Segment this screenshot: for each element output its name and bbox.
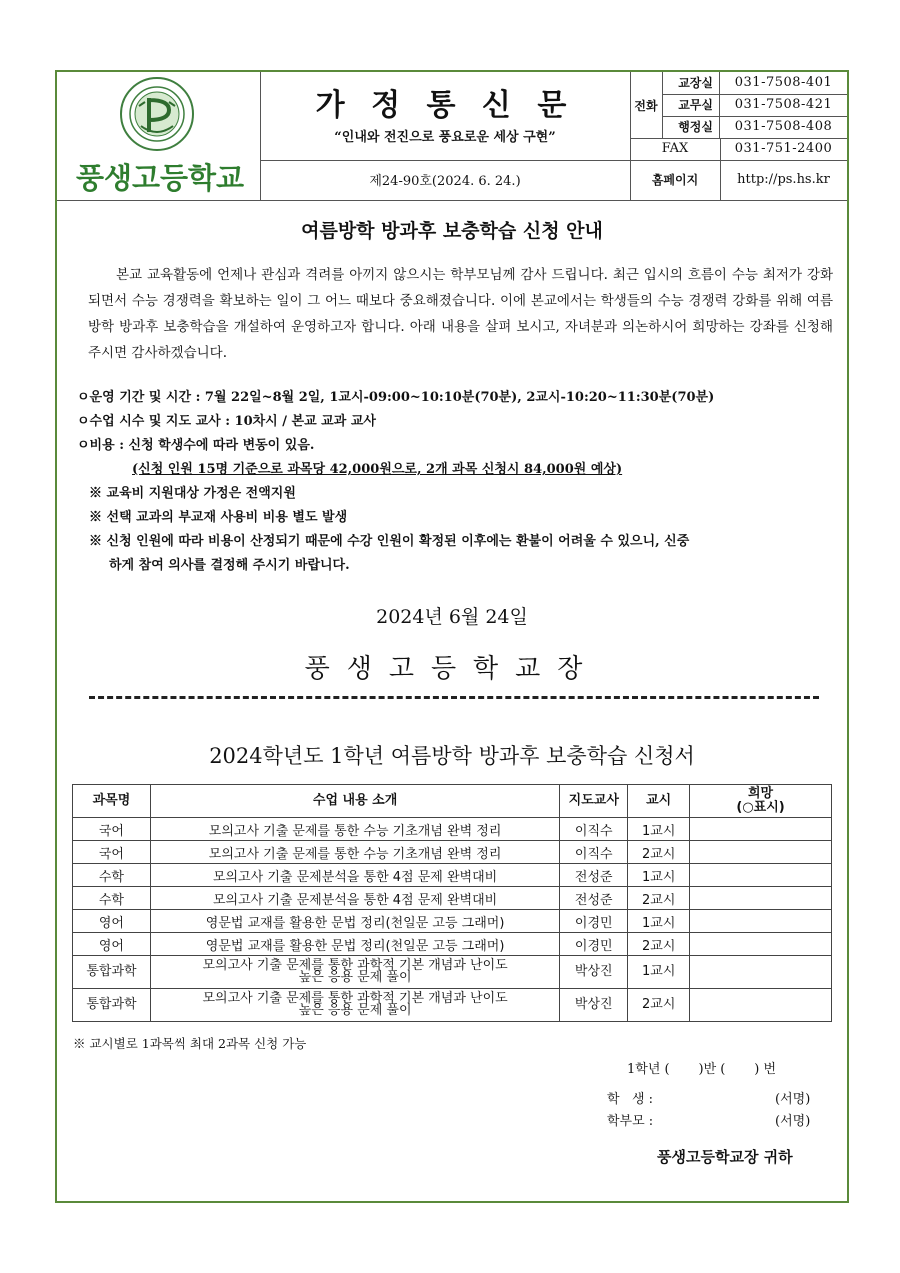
issue-number: 제24-90호(2024. 6. 24.) [369,174,521,189]
school-name-logo: 풍생고등학교 [75,161,245,195]
row-period: 2교시 [628,933,690,956]
homepage-label: 홈페이지 [630,160,721,200]
table-row [73,841,832,864]
row-teacher: 이직수 [560,841,628,864]
phone-label: 전화 [630,72,663,139]
row-wish-cell[interactable] [690,887,832,910]
table-header-row [73,785,832,818]
intro-paragraph: 본교 교육활동에 언제나 관심과 격려를 아끼지 않으시는 학부모님께 감사 드립니다. 최근 입시의 흐름이 수능 최저가 강화되면서 수능 경쟁력을 확보하는 일이 그 어느 때보다 중요해졌습니다. 이에 본교에서는 학생들의 수능 경쟁력 강화를 위해 여름방학 방과후 보충학습을 개설하여 운영하고자 합니다. 아래 내용을 살펴 보시고, 자녀분과 의논하시어 희망하는 강좌를 신청해 주시면 감사하겠습니다. [88,267,833,361]
col-wish [690,785,832,818]
document-frame [55,70,849,1203]
col-period: 교시 [628,785,690,818]
item-cost-detail: (신청 인원 15명 기준으로 과목당 42,000원으로, 2개 과목 신청시 84,000원 예상) [132,462,623,477]
letterhead [57,72,847,201]
row-subject: 수학 [73,887,151,910]
contact-table [630,72,847,200]
contact-value: 031-7508-421 [734,97,833,112]
form-footnote: ※ 교시별로 1과목씩 최대 2과목 신청 가능 [73,1036,307,1051]
table-row [73,933,832,956]
notice-date: 2024년 6월 24일 [376,606,528,628]
col-subject: 과목명 [73,785,151,818]
contact-row-academic [662,94,847,117]
contact-label: 교무실 [662,94,720,116]
note-material: ※ 선택 교과의 부교재 사용비 비용 별도 발생 [89,510,348,525]
note-refund: ※ 신청 인원에 따라 비용이 산정되기 때문에 수강 인원이 확정된 이후에는 환불이 어려울 수 있으니, 신중 [89,534,690,549]
contact-label: 교장실 [662,72,720,94]
item-hours: ㅇ수업 시수 및 지도 교사 : 10차시 / 본교 교과 교사 [77,414,376,429]
note-refund-cont: 하게 참여 의사를 결정해 주시기 바랍니다. [109,558,350,573]
row-content: 모의고사 기출 문제분석을 통한 4점 문제 완벽대비 [150,864,559,887]
row-teacher: 박상진 [560,989,628,1022]
contact-row-admin [662,116,847,139]
row-wish-cell[interactable] [690,864,832,887]
application-table [72,784,832,1022]
note-support: ※ 교육비 지원대상 가정은 전액지원 [89,486,296,501]
title-cell [260,72,631,161]
row-content-line1: 모의고사 기출 문제를 통한 과학적 기본 개념과 난이도 [202,958,508,973]
row-subject: 영어 [73,910,151,933]
table-row [73,989,832,1022]
contact-label: 행정실 [662,116,720,138]
student-sign[interactable]: (서명) [775,1092,811,1107]
fax-row [630,138,847,161]
student-label: 학 생 : [607,1092,654,1107]
principal-signature: 풍생고등학교장 [304,654,600,684]
form-title: 2024학년도 1학년 여름방학 방과후 보충학습 신청서 [209,744,695,768]
row-period: 1교시 [628,910,690,933]
row-content: 영문법 교재를 활용한 문법 정리(천일문 고등 그래머) [150,910,559,933]
homepage-link[interactable]: http://ps.hs.kr [737,172,830,187]
row-content: 모의고사 기출 문제를 통한 수능 기초개념 완벽 정리 [150,841,559,864]
row-subject: 국어 [73,841,151,864]
row-wish-cell[interactable] [690,989,832,1022]
school-motto: “인내와 전진으로 풍요로운 세상 구현” [334,130,556,145]
notice-items [77,386,847,578]
parent-label: 학부모 : [607,1114,654,1129]
row-content [150,989,559,1022]
table-row [73,887,832,910]
row-period: 2교시 [628,989,690,1022]
row-period: 2교시 [628,887,690,910]
item-cost: ㅇ비용 : 신청 학생수에 따라 변동이 있음. [77,438,315,453]
issue-cell [260,160,631,200]
row-teacher: 박상진 [560,956,628,989]
table-row [73,910,832,933]
row-teacher: 이경민 [560,910,628,933]
row-subject: 수학 [73,864,151,887]
row-content: 모의고사 기출 문제를 통한 수능 기초개념 완벽 정리 [150,818,559,841]
row-subject: 통합과학 [73,989,151,1022]
row-teacher: 이직수 [560,818,628,841]
row-period: 2교시 [628,841,690,864]
closing-address: 풍생고등학교장 귀하 [657,1148,793,1166]
row-content-line2: 높은 응용 문제 풀이 [298,1003,412,1018]
row-content [150,956,559,989]
row-subject: 영어 [73,933,151,956]
row-content: 모의고사 기출 문제분석을 통한 4점 문제 완벽대비 [150,887,559,910]
newsletter-title: 가 정 통 신 문 [315,88,575,123]
notice-title: 여름방학 방과후 보충학습 신청 안내 [301,220,603,242]
table-row [73,956,832,989]
row-wish-cell[interactable] [690,956,832,989]
fax-value: 031-751-2400 [734,141,833,156]
row-period: 1교시 [628,864,690,887]
row-period: 1교시 [628,818,690,841]
row-teacher: 전성준 [560,887,628,910]
homepage-row [630,160,847,200]
contact-row-principal [662,72,847,95]
parent-sign[interactable]: (서명) [775,1114,811,1129]
col-wish-line1: 희망 [748,786,774,801]
row-content-line1: 모의고사 기출 문제를 통한 과학적 기본 개념과 난이도 [202,991,508,1006]
row-content-line2: 높은 응용 문제 풀이 [298,970,412,985]
school-seal-icon [119,76,195,152]
row-content: 영문법 교재를 활용한 문법 정리(천일문 고등 그래머) [150,933,559,956]
contact-value: 031-7508-401 [734,75,833,90]
school-logo-cell [57,72,261,200]
fax-label: FAX [630,138,721,160]
row-subject: 통합과학 [73,956,151,989]
row-teacher: 이경민 [560,933,628,956]
row-wish-cell[interactable] [690,933,832,956]
row-wish-cell[interactable] [690,841,832,864]
col-teacher: 지도교사 [560,785,628,818]
row-teacher: 전성준 [560,864,628,887]
cut-line [89,696,819,699]
row-wish-cell[interactable] [690,910,832,933]
table-row [73,864,832,887]
contact-value: 031-7508-408 [734,119,833,134]
col-content: 수업 내용 소개 [150,785,559,818]
col-wish-line2: (○표시) [736,800,785,815]
row-wish-cell[interactable] [690,818,832,841]
class-number-line[interactable]: 1학년 ( )반 ( ) 번 [627,1062,777,1077]
row-subject: 국어 [73,818,151,841]
row-period: 1교시 [628,956,690,989]
table-row [73,818,832,841]
item-period: ㅇ운영 기간 및 시간 : 7월 22일~8월 2일, 1교시-09:00~10:10분(70분), 2교시-10:20~11:30분(70분) [77,390,715,405]
